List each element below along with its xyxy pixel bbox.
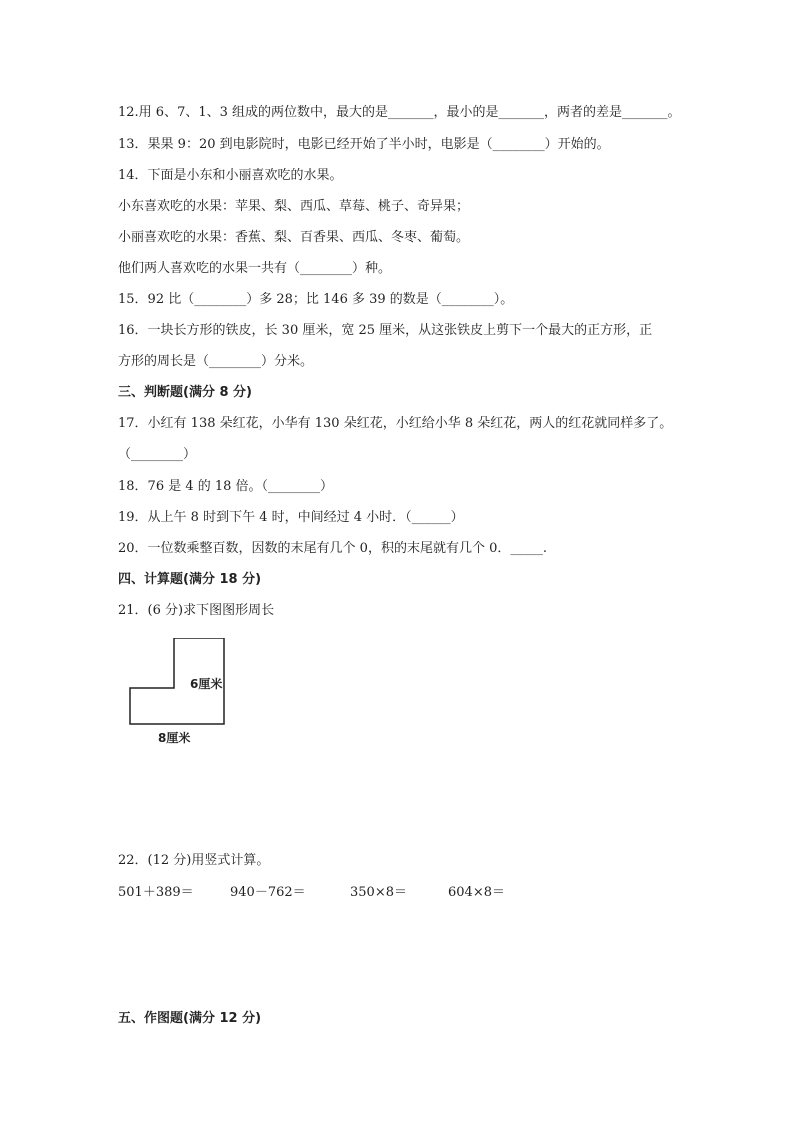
calc-1: 501＋389＝ bbox=[118, 885, 194, 900]
q14-xiaodong: 小东喜欢吃的水果：苹果、梨、西瓜、草莓、桃子、奇异果； bbox=[118, 199, 470, 214]
section-3-heading: 三、判断题(满分 8 分) bbox=[118, 385, 252, 400]
q17-line1: 17．小红有 138 朵红花，小华有 130 朵红花，小红给小华 8 朵红花，两人的红花就同样多了。 bbox=[118, 416, 673, 431]
calc-3: 350×8＝ bbox=[350, 885, 407, 900]
q17-line2: （________） bbox=[118, 447, 197, 462]
q13: 13．果果 9：20 到电影院时，电影已经开始了半小时，电影是（________）开始的。 bbox=[118, 137, 610, 152]
calc-4: 604×8＝ bbox=[448, 885, 505, 900]
perimeter-figure bbox=[126, 638, 236, 750]
q18: 18．76 是 4 的 18 倍。（________） bbox=[118, 479, 334, 494]
q14: 14．下面是小东和小丽喜欢吃的水果。 bbox=[118, 168, 343, 183]
q19: 19．从上午 8 时到下午 4 时，中间经过 4 小时．（______） bbox=[118, 510, 464, 525]
q20: 20．一位数乘整百数，因数的末尾有几个 0，积的末尾就有几个 0．_____. bbox=[118, 541, 547, 556]
calc-2: 940－762＝ bbox=[230, 885, 306, 900]
q22: 22．(12 分)用竖式计算。 bbox=[118, 853, 270, 868]
q14-total: 他们两人喜欢吃的水果一共有（________）种。 bbox=[118, 261, 392, 276]
section-4-heading: 四、计算题(满分 18 分) bbox=[118, 572, 262, 587]
label-6cm: 6厘米 bbox=[190, 677, 223, 691]
section-5-heading: 五、作图题(满分 12 分) bbox=[118, 1011, 262, 1026]
q16-line2: 方形的周长是（________）分米。 bbox=[118, 354, 314, 369]
q21: 21．(6 分)求下图图形周长 bbox=[118, 603, 275, 618]
q16-line1: 16．一块长方形的铁皮，长 30 厘米，宽 25 厘米，从这张铁皮上剪下一个最大的正方形，正 bbox=[118, 323, 653, 338]
q14-xiaoli: 小丽喜欢吃的水果：香蕉、梨、百香果、西瓜、冬枣、葡萄。 bbox=[118, 230, 470, 245]
q15: 15．92 比（________）多 28；比 146 多 39 的数是（________）。 bbox=[118, 292, 514, 307]
q12: 12.用 6、7、1、3 组成的两位数中，最大的是_______，最小的是_______，两者的差是_______。 bbox=[118, 105, 681, 120]
label-8cm: 8厘米 bbox=[158, 731, 191, 745]
